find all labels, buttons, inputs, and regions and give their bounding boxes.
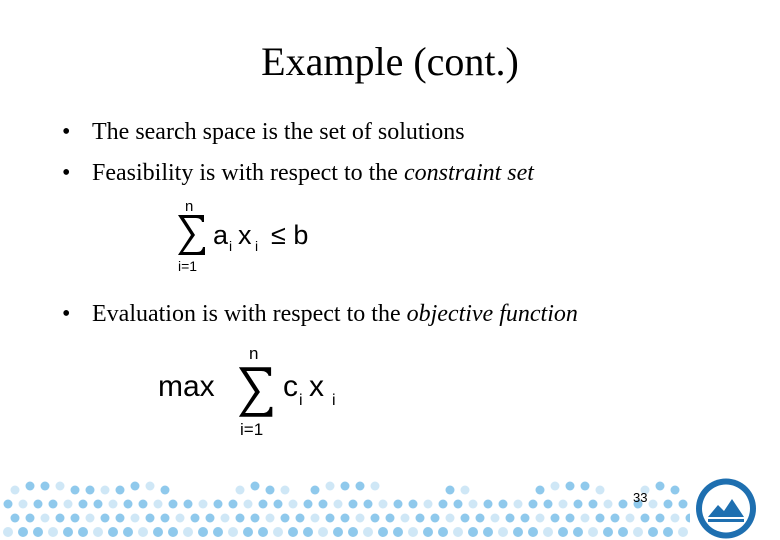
decor-dot (33, 527, 43, 537)
decor-dot (116, 486, 125, 495)
decor-dot (184, 500, 193, 509)
decor-dot (138, 527, 148, 537)
decor-dot (349, 500, 358, 509)
decor-dot (78, 527, 88, 537)
decor-dot (18, 527, 28, 537)
decor-dot (671, 514, 680, 523)
decor-dot (543, 527, 553, 537)
decor-dot (183, 527, 193, 537)
decor-dot (131, 514, 140, 523)
decor-dot (663, 527, 673, 537)
decor-dot (619, 500, 628, 509)
objective-formula (158, 344, 358, 440)
decor-dot (139, 500, 148, 509)
decor-dot (131, 482, 140, 491)
decor-dot (191, 514, 200, 523)
bullet-emphasis: constraint set (403, 160, 534, 186)
decor-dot (379, 500, 388, 509)
formula-operator: max (158, 370, 215, 403)
decor-dot (588, 527, 598, 537)
decor-dot (394, 500, 403, 509)
decor-dot (319, 500, 328, 509)
decor-dot (168, 527, 178, 537)
decor-dot (618, 527, 628, 537)
decor-dot (423, 527, 433, 537)
bullet-marker: • (62, 160, 71, 186)
decor-dot (506, 514, 515, 523)
decor-dot (551, 482, 560, 491)
decor-dot (86, 486, 95, 495)
decor-dot (573, 527, 583, 537)
decor-dot (528, 527, 538, 537)
decor-dot (581, 514, 590, 523)
decor-dot (71, 486, 80, 495)
formula-subscript: i (255, 238, 259, 254)
decor-dot (438, 527, 448, 537)
formula-term: c (283, 370, 298, 403)
decor-dot (101, 514, 110, 523)
decor-dot (281, 514, 290, 523)
decor-dot (274, 500, 283, 509)
decor-dot (296, 514, 305, 523)
sum-upper-limit: n (249, 344, 259, 363)
decor-dot (641, 514, 650, 523)
decor-dot (469, 500, 478, 509)
decor-dot (626, 514, 635, 523)
decor-dot (153, 527, 163, 537)
decor-dot (603, 527, 613, 537)
summation-sign-icon (235, 366, 275, 418)
decor-dot (3, 527, 13, 537)
decor-dot (236, 514, 245, 523)
decor-dot (551, 514, 560, 523)
college-seal-logo-icon (694, 477, 758, 540)
decor-dot (26, 482, 35, 491)
decor-dot (664, 500, 673, 509)
decor-dot (529, 500, 538, 509)
decor-dot (311, 514, 320, 523)
decor-dot (124, 500, 133, 509)
decor-dot (49, 500, 58, 509)
decor-dot (169, 500, 178, 509)
decor-dot (19, 500, 28, 509)
decor-dot (4, 500, 13, 509)
decor-dot (461, 486, 470, 495)
bullet-marker: • (62, 119, 71, 145)
decor-dot (326, 514, 335, 523)
decor-dot (304, 500, 313, 509)
decor-dot (251, 482, 260, 491)
decor-dot (356, 482, 365, 491)
sum-lower-limit: i=1 (178, 258, 198, 274)
constraint-formula (168, 198, 328, 280)
decor-dot (386, 514, 395, 523)
decor-dot (656, 482, 665, 491)
decor-dot (94, 500, 103, 509)
decor-dot (229, 500, 238, 509)
formula-subscript: i (332, 392, 336, 409)
decor-dot (26, 514, 35, 523)
decor-dot (348, 527, 358, 537)
bullet-item (62, 117, 465, 147)
decor-dot (513, 527, 523, 537)
decor-dot (409, 500, 418, 509)
decor-dot (86, 514, 95, 523)
decor-dot (454, 500, 463, 509)
bullet-item (62, 158, 534, 188)
decor-dot (401, 514, 410, 523)
decor-dot (341, 482, 350, 491)
decor-dot (679, 500, 688, 509)
decor-dot (11, 514, 20, 523)
decor-dot (64, 500, 73, 509)
decor-dot (633, 527, 643, 537)
decor-dot (596, 486, 605, 495)
decor-dot (589, 500, 598, 509)
decor-dot (596, 514, 605, 523)
decor-dot (559, 500, 568, 509)
decor-dot (266, 514, 275, 523)
decor-dot (273, 527, 283, 537)
decor-dot (424, 500, 433, 509)
decor-dot (514, 500, 523, 509)
decor-dot (671, 486, 680, 495)
decor-dot (259, 500, 268, 509)
decor-dot (41, 482, 50, 491)
decor-dot (288, 527, 298, 537)
decor-dot (484, 500, 493, 509)
formula-term: x (238, 220, 252, 250)
decor-dot (93, 527, 103, 537)
decor-dot (176, 514, 185, 523)
decor-dot (63, 527, 73, 537)
decor-dot (536, 514, 545, 523)
decor-dot (499, 500, 508, 509)
decor-dot (41, 514, 50, 523)
decor-dot (364, 500, 373, 509)
sum-upper-limit: n (185, 198, 194, 215)
slide-title: Example (cont.) (261, 39, 519, 84)
bullet-item (62, 299, 578, 329)
decor-dot (656, 514, 665, 523)
decor-dot (221, 514, 230, 523)
decor-dot (453, 527, 463, 537)
decor-dot (498, 527, 508, 537)
decor-dot (648, 527, 658, 537)
decor-dot (566, 482, 575, 491)
decor-dot (333, 527, 343, 537)
decor-dot (303, 527, 313, 537)
decor-dot (686, 514, 691, 523)
decor-dot (34, 500, 43, 509)
decor-dot (446, 486, 455, 495)
bullet-text: Feasibility is with respect to the (92, 160, 404, 186)
decor-dot (491, 514, 500, 523)
decor-dot (154, 500, 163, 509)
decor-dot (334, 500, 343, 509)
decor-dot (108, 527, 118, 537)
decor-dot (146, 482, 155, 491)
decor-dot (536, 486, 545, 495)
formula-relation: ≤ b (271, 220, 309, 250)
decor-dot (416, 514, 425, 523)
decor-dot (483, 527, 493, 537)
formula-term: x (309, 370, 324, 403)
decor-dot (266, 486, 275, 495)
decor-dot (604, 500, 613, 509)
decor-dot (326, 482, 335, 491)
decor-dot (56, 514, 65, 523)
decor-dot (566, 514, 575, 523)
decor-dot (311, 486, 320, 495)
decor-dot (228, 527, 238, 537)
decor-dot (198, 527, 208, 537)
decor-dot (123, 527, 133, 537)
decor-dot (56, 482, 65, 491)
decor-dot (461, 514, 470, 523)
bullet-emphasis: objective function (406, 301, 578, 327)
decor-dot (281, 486, 290, 495)
bullet-text: The search space is the set of solutions (92, 119, 465, 145)
decor-dot (11, 486, 20, 495)
page-number: 33 (633, 490, 648, 505)
formula-subscript: i (299, 392, 303, 409)
decor-dot (574, 500, 583, 509)
decor-dot (71, 514, 80, 523)
decor-dot (109, 500, 118, 509)
decor-dot (116, 514, 125, 523)
decor-dot (378, 527, 388, 537)
decor-dot (581, 482, 590, 491)
decor-dot (146, 514, 155, 523)
decor-dot (371, 514, 380, 523)
decor-dot (318, 527, 328, 537)
decor-dot (48, 527, 58, 537)
summation-sign-icon (176, 214, 206, 256)
decor-dot (544, 500, 553, 509)
decor-dot (393, 527, 403, 537)
decor-dot (258, 527, 268, 537)
decor-dot (371, 482, 380, 491)
decor-dot (431, 514, 440, 523)
decor-dot (446, 514, 455, 523)
decor-dot (214, 500, 223, 509)
decor-dot (289, 500, 298, 509)
decor-dot (251, 514, 260, 523)
decor-dot (79, 500, 88, 509)
sum-lower-limit: i=1 (240, 420, 264, 439)
decor-dot (244, 500, 253, 509)
formula-term: a (213, 220, 229, 250)
formula-subscript: i (229, 238, 233, 254)
decor-dot (213, 527, 223, 537)
decor-dot (363, 527, 373, 537)
decor-dot (161, 486, 170, 495)
decor-dot (236, 486, 245, 495)
decor-dot (408, 527, 418, 537)
decor-dot (476, 514, 485, 523)
decor-dot (199, 500, 208, 509)
bullet-marker: • (62, 301, 71, 327)
bullet-text: Evaluation is with respect to the (92, 301, 407, 327)
decor-dot (101, 486, 110, 495)
decor-dot (161, 514, 170, 523)
decor-dot (341, 514, 350, 523)
decorative-pattern (0, 470, 690, 540)
decor-dot (649, 500, 658, 509)
decor-dot (611, 514, 620, 523)
decor-dot (439, 500, 448, 509)
decor-dot (558, 527, 568, 537)
decor-dot (521, 514, 530, 523)
decor-dot (356, 514, 365, 523)
decor-dot (678, 527, 688, 537)
decor-dot (243, 527, 253, 537)
decor-dot (468, 527, 478, 537)
decor-dot (206, 514, 215, 523)
